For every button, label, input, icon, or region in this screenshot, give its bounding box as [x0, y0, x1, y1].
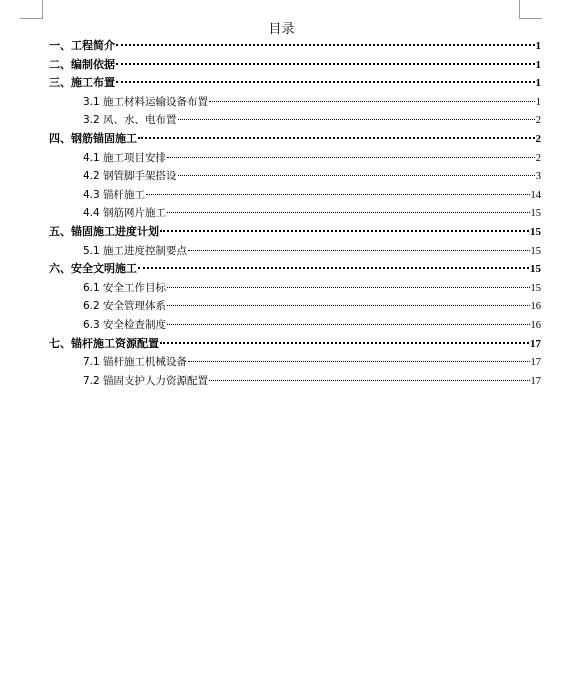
toc-dot-leader: [116, 63, 535, 65]
toc-page-number: 2: [535, 115, 541, 127]
toc-section-entry[interactable]: [49, 186, 541, 205]
toc-chapter-entry[interactable]: [49, 37, 541, 56]
toc-entry-text: 二、编制依据: [49, 57, 115, 71]
toc-entry-text: 三、施工布置: [49, 76, 115, 90]
toc-page-number: 1: [535, 77, 541, 90]
toc-dot-leader: [209, 380, 529, 381]
toc-chapter-entry[interactable]: [49, 130, 541, 149]
toc-dot-leader: [167, 324, 529, 325]
toc-section-entry[interactable]: [49, 279, 541, 298]
toc-page-number: 15: [530, 208, 541, 220]
toc-page-number: 17: [530, 375, 541, 387]
toc-chapter-entry[interactable]: [49, 223, 541, 242]
toc-dot-leader: [188, 361, 529, 362]
toc-entry-text: 7.2 锚固支护人力资源配置: [83, 374, 209, 387]
toc-entry-text: 4.2 钢管脚手架搭设: [83, 170, 177, 183]
toc-page-number: 17: [530, 337, 541, 350]
toc-dot-leader: [138, 267, 529, 269]
toc-chapter-entry[interactable]: [49, 260, 541, 279]
toc-page-number: 15: [530, 263, 541, 276]
toc-entry-text: 6.2 安全管理体系: [83, 300, 167, 313]
table-of-contents: [49, 37, 541, 390]
toc-entry-text: 4.1 施工项目安排: [83, 151, 167, 164]
toc-entry-text: 7.1 锚杆施工机械设备: [83, 356, 188, 369]
toc-dot-leader: [167, 212, 529, 213]
toc-page-number: 15: [530, 245, 541, 257]
toc-entry-text: 六、安全文明施工: [49, 262, 137, 276]
toc-section-entry[interactable]: [49, 372, 541, 391]
toc-page-number: 15: [530, 282, 541, 294]
toc-dot-leader: [167, 287, 529, 288]
toc-dot-leader: [178, 175, 535, 176]
toc-dot-leader: [116, 44, 535, 46]
toc-section-entry[interactable]: [49, 353, 541, 372]
toc-page-number: 2: [535, 132, 541, 145]
toc-entry-text: 5.1 施工进度控制要点: [83, 244, 188, 257]
toc-entry-text: 4.3 锚杆施工: [83, 188, 146, 201]
toc-entry-text: 一、工程简介: [49, 39, 115, 52]
toc-section-entry[interactable]: [49, 316, 541, 335]
toc-section-entry[interactable]: [49, 204, 541, 223]
toc-page-number: 16: [530, 319, 541, 331]
crop-mark-top-left: [20, 0, 43, 19]
toc-entry-text: 五、锚固施工进度计划: [49, 224, 159, 238]
toc-page-number: 14: [530, 189, 541, 201]
toc-page-number: 1: [535, 58, 541, 71]
crop-mark-top-right: [519, 0, 542, 19]
toc-dot-leader: [167, 157, 535, 158]
toc-dot-leader: [116, 81, 535, 83]
toc-entry-text: 4.4 钢筋网片施工: [83, 207, 167, 220]
toc-page-number: 3: [535, 171, 541, 183]
toc-section-entry[interactable]: [49, 242, 541, 261]
toc-dot-leader: [188, 250, 529, 251]
toc-chapter-entry[interactable]: [49, 74, 541, 93]
toc-dot-leader: [167, 305, 529, 306]
toc-dot-leader: [160, 342, 529, 344]
toc-page-number: 17: [530, 357, 541, 369]
toc-dot-leader: [209, 101, 535, 102]
toc-entry-text: 3.1 施工材料运输设备布置: [83, 95, 209, 108]
toc-entry-text: 3.2 风、水、电布置: [83, 114, 177, 127]
toc-dot-leader: [178, 119, 535, 120]
toc-section-entry[interactable]: [49, 93, 541, 112]
toc-entry-text: 七、锚杆施工资源配置: [49, 336, 159, 350]
toc-entry-text: 6.3 安全检查制度: [83, 318, 167, 331]
toc-dot-leader: [160, 230, 529, 232]
toc-section-entry[interactable]: [49, 297, 541, 316]
toc-chapter-entry[interactable]: [49, 56, 541, 75]
toc-page-number: 16: [530, 301, 541, 313]
toc-page-number: 2: [535, 152, 541, 164]
toc-dot-leader: [146, 194, 529, 195]
toc-page-number: 15: [530, 225, 541, 238]
toc-section-entry[interactable]: [49, 167, 541, 186]
toc-page-number: 1: [535, 40, 541, 52]
toc-page-number: 1: [535, 96, 541, 108]
toc-dot-leader: [138, 137, 535, 139]
toc-entry-text: 四、钢筋锚固施工: [49, 131, 137, 145]
toc-section-entry[interactable]: [49, 149, 541, 168]
toc-entry-text: 6.1 安全工作目标: [83, 281, 167, 294]
toc-section-entry[interactable]: [49, 111, 541, 130]
toc-chapter-entry[interactable]: [49, 335, 541, 354]
toc-title: 目录: [268, 22, 295, 37]
